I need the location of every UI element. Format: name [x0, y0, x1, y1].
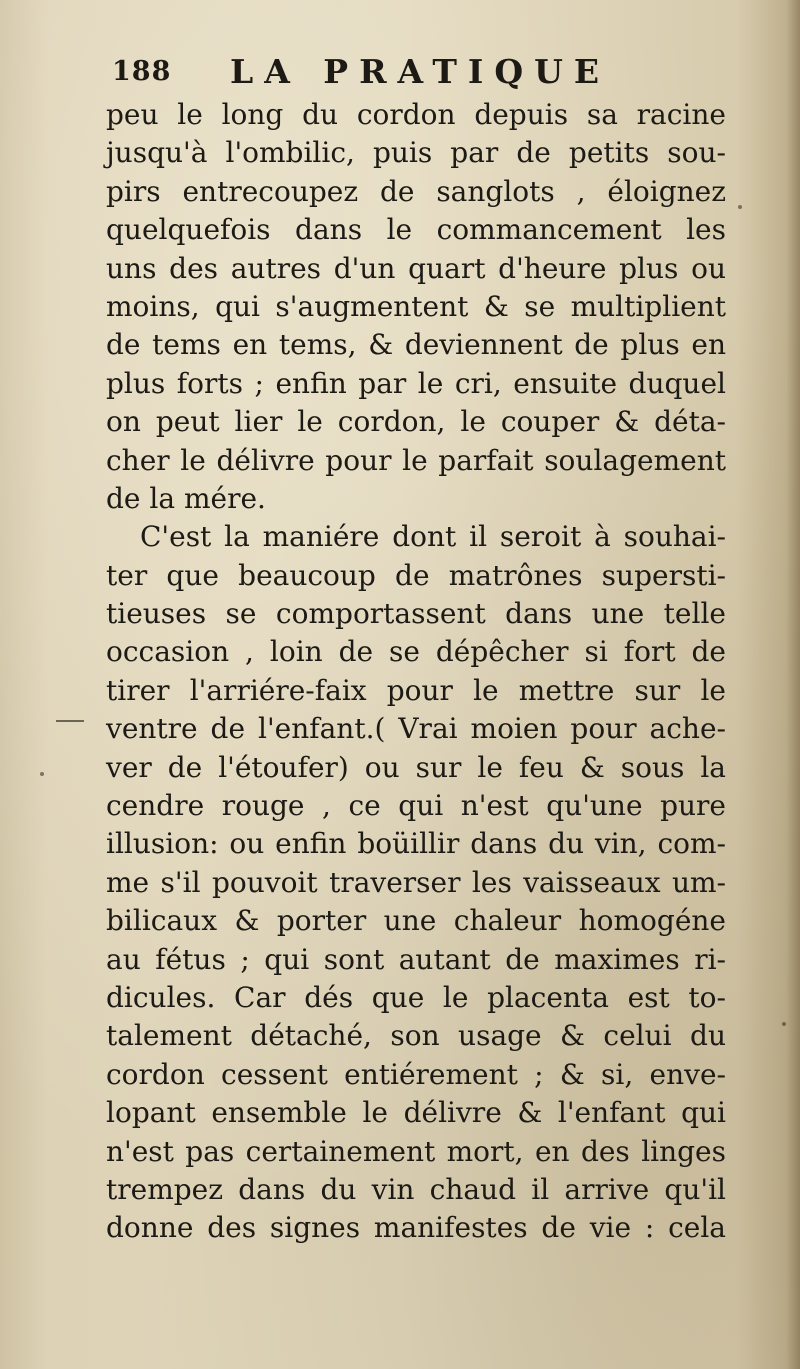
text-line: illusion: ou enfin boüillir dans du vin, com-: [106, 827, 726, 861]
text-line: trempez dans du vin chaud il arrive qu'il: [106, 1172, 726, 1206]
text-line: quelquefois dans le commancement les: [106, 213, 726, 247]
text-line: ter que beaucoup de matrônes supersti-: [106, 558, 726, 592]
page-gutter-shadow: [786, 0, 800, 1369]
text-line: cher le délivre pour le parfait soulagement: [106, 443, 726, 477]
text-line: lopant ensemble le délivre & l'enfant qui: [106, 1096, 726, 1130]
text-line: occasion , loin de se dépêcher si fort de: [106, 635, 726, 669]
text-line: moins, qui s'augmentent & se multiplient: [106, 289, 726, 323]
page-number: 188: [112, 56, 172, 87]
text-line: de tems en tems, & deviennent de plus en: [106, 328, 726, 362]
text-line: ver de l'étoufer) ou sur le feu & sous la: [106, 750, 726, 784]
text-line: ventre de l'enfant.( Vrai moien pour ache-: [106, 712, 726, 746]
margin-mark: [56, 720, 84, 722]
text-line: peu le long du cordon depuis sa racine: [106, 98, 726, 131]
text-line: cordon cessent entiérement ; & si, enve-: [106, 1057, 726, 1091]
body-text: [106, 96, 726, 1248]
text-line: de la mére.: [106, 481, 266, 515]
text-line: uns des autres d'un quart d'heure plus ou: [106, 251, 726, 285]
running-title: LA PRATIQUE: [230, 52, 611, 91]
text-line: au fétus ; qui sont autant de maximes ri-: [106, 942, 726, 976]
speck: [40, 772, 44, 776]
speck: [782, 1022, 786, 1026]
running-head: [112, 52, 712, 92]
text-line: jusqu'à l'ombilic, puis par de petits sou-: [106, 136, 726, 170]
text-line: bilicaux & porter une chaleur homogéne: [106, 904, 726, 938]
text-line: tieuses se comportassent dans une telle: [106, 597, 726, 631]
text-line: talement détaché, son usage & celui du: [106, 1019, 726, 1053]
text-line: plus forts ; enfin par le cri, ensuite duquel: [106, 366, 726, 400]
text-line-paragraph-start: C'est la maniére dont il seroit à souhai-: [140, 520, 726, 554]
text-line: pirs entrecoupez de sanglots , éloignez: [106, 174, 726, 208]
text-line: on peut lier le cordon, le couper & déta-: [106, 405, 726, 439]
text-line: donne des signes manifestes de vie : cela: [106, 1211, 726, 1245]
text-line: me s'il pouvoit traverser les vaisseaux um-: [106, 865, 726, 899]
speck: [738, 205, 742, 209]
text-line: tirer l'arriére-faix pour le mettre sur le: [106, 673, 726, 707]
text-line: dicules. Car dés que le placenta est to-: [106, 980, 726, 1014]
text-line: cendre rouge , ce qui n'est qu'une pure: [106, 789, 726, 823]
text-line: n'est pas certainement mort, en des linges: [106, 1134, 726, 1168]
